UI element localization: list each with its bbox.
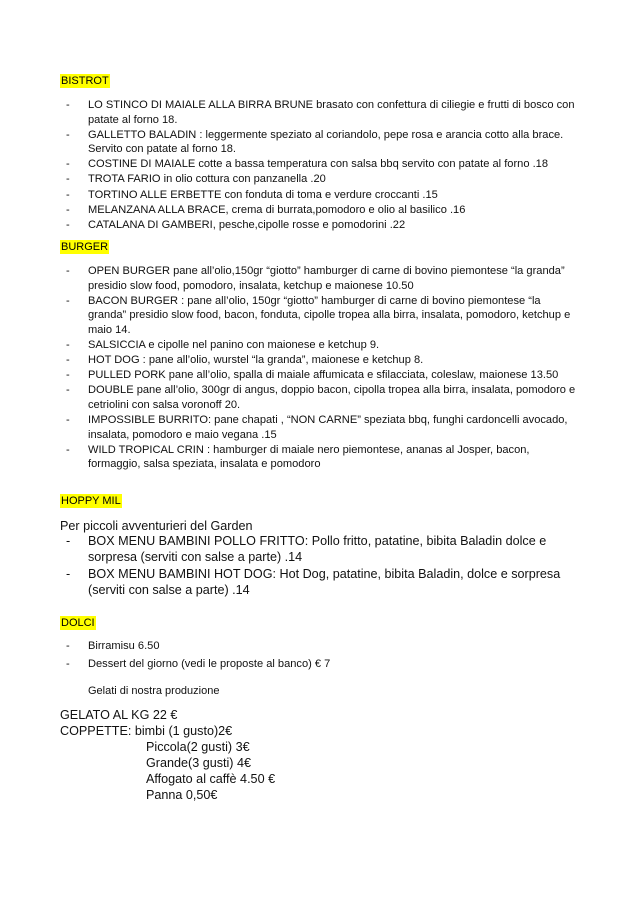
burger-list: [60, 264, 580, 472]
list-item: - WILD TROPICAL CRIN : hamburger di maiale nero piemontese, ananas al Josper, bacon, formaggio, salsa speziata, insalata e pomodoro: [66, 443, 530, 471]
list-item: - LO STINCO DI MAIALE ALLA BIRRA BRUNE brasato con confettura di ciliegie e frutti di bosco con patate al forno 18.: [66, 99, 575, 126]
dolci-list: [60, 639, 580, 672]
list-item: - MELANZANA ALLA BRACE, crema di burrata,pomodoro e olio al basilico .16: [66, 203, 466, 216]
gelati-note: Gelati di nostra produzione: [88, 685, 220, 697]
list-item: - Birramisu 6.50: [66, 640, 160, 652]
list-item: - BOX MENU BAMBINI POLLO FRITTO: Pollo fritto, patatine, bibita Baladin dolce e sorpresa (serviti con salse a parte) .14: [66, 534, 547, 564]
list-item: - Dessert del giorno (vedi le proposte al banco) € 7: [66, 657, 331, 670]
list-item: - SALSICCIA e cipolle nel panino con maionese e ketchup 9.: [66, 338, 380, 351]
list-item: - OPEN BURGER pane all’olio,150gr “giotto” hamburger di carne di bovino piemontese “la granda” presidio slow food, pomodoro, insalata, ketchup e maionese 10.50: [66, 265, 565, 292]
coppette-option: Piccola(2 gusti) 3€: [146, 740, 250, 754]
coppette-line: COPPETTE: bimbi (1 gusto)2€: [60, 724, 233, 738]
coppette-option: Panna 0,50€: [146, 788, 218, 802]
section-title-hoppy-mil: HOPPY MIL: [61, 495, 121, 507]
list-item: - CATALANA DI GAMBERI, pesche,cipolle rosse e pomodorini .22: [66, 218, 406, 231]
bistrot-list: [60, 98, 580, 233]
list-item: - PULLED PORK pane all’olio, spalla di maiale affumicata e sfilacciata, coleslaw, maionese 13.50: [66, 369, 559, 382]
hoppy-intro: Per piccoli avventurieri del Garden: [60, 519, 253, 533]
list-item: - GALLETTO BALADIN : leggermente speziato al coriandolo, pepe rosa e arancia cotto alla brace. Servito con patate al forno 18.: [66, 128, 564, 156]
list-item: - BACON BURGER : pane all’olio, 150gr “giotto” hamburger di carne di bovino piemontese “la granda” presidio slow food, bacon, fonduta, cipolle tropea alla birra, insalata, pomodoro, ketchup e maio 14.: [66, 294, 571, 336]
list-item: - BOX MENU BAMBINI HOT DOG: Hot Dog, patatine, bibita Baladin, dolce e sorpresa (serviti con salse a parte) .14: [66, 566, 561, 597]
coppette-option: Affogato al caffè 4.50 €: [146, 772, 276, 786]
coppette-option: Grande(3 gusti) 4€: [146, 756, 252, 770]
list-item: - TORTINO ALLE ERBETTE con fonduta di toma e verdure croccanti .15: [66, 188, 438, 201]
gelato-al-kg: GELATO AL KG 22 €: [60, 708, 178, 722]
section-title-burger: BURGER: [61, 241, 109, 253]
list-item: - COSTINE DI MAIALE cotte a bassa temperatura con salsa bbq servito con patate al forno .18: [66, 158, 549, 171]
list-item: - TROTA FARIO in olio cottura con panzanella .20: [66, 173, 326, 186]
hoppy-list: [60, 533, 590, 598]
list-item: - DOUBLE pane all’olio, 300gr di angus, doppio bacon, cipolla tropea alla birra, insalata, pomodoro e cetriolini con salsa voronoff 20.: [66, 384, 576, 411]
list-item: - IMPOSSIBLE BURRITO: pane chapati , “NON CARNE” speziata bbq, funghi cardoncelli avocado, insalata, pomodoro e maio vegana .15: [66, 413, 568, 441]
section-title-dolci: DOLCI: [61, 617, 95, 629]
section-title-bistrot: BISTROT: [61, 75, 109, 87]
list-item: - HOT DOG : pane all’olio, wurstel “la granda”, maionese e ketchup 8.: [66, 354, 424, 367]
